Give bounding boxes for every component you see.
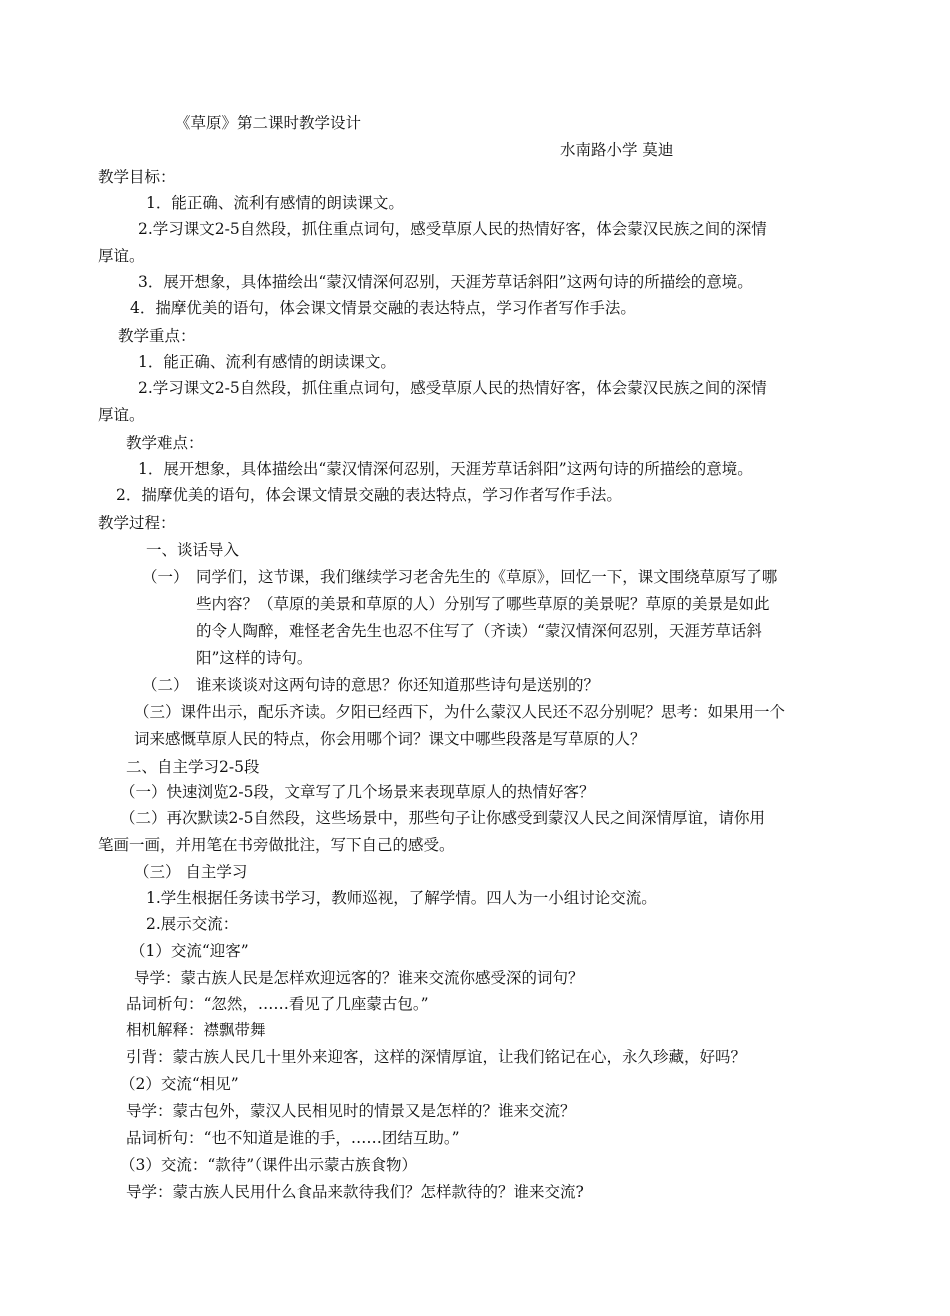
key-item-2: 2.学习课文2-5自然段，抓住重点词句，感受草原人民的热情好客，体会蒙汉民族之间的深情 xyxy=(138,379,767,397)
section-2-3: （三） 自主学习 xyxy=(134,863,248,881)
exchange-2-guide: 导学：蒙古包外，蒙汉人民相见时的情景又是怎样的？谁来交流？ xyxy=(126,1102,576,1120)
key-item-1: 1．能正确、流利有感情的朗读课文。 xyxy=(138,353,396,371)
section-1-1-marker: （一） xyxy=(142,568,189,586)
section-2-1: （一）快速浏览2-5段，文章写了几个场景来表现草原人的热情好客？ xyxy=(120,783,595,801)
goal-item-2: 2.学习课文2-5自然段，抓住重点词句，感受草原人民的热情好客，体会蒙汉民族之间的深情 xyxy=(138,220,767,238)
goal-item-1: 1．能正确、流利有感情的朗读课文。 xyxy=(146,194,404,212)
section-1-3-line-2: 词来感慨草原人民的特点，你会用哪个词？课文中哪些段落是写草原的人？ xyxy=(134,730,646,748)
section-2-3-item-1: 1.学生根据任务读书学习，教师巡视，了解学情。四人为一小组讨论交流。 xyxy=(146,889,657,907)
exchange-3-guide: 导学：蒙古族人民用什么食品来款待我们？怎样款待的？谁来交流? xyxy=(126,1183,584,1201)
section-2-3-item-2: 2.展示交流： xyxy=(146,915,239,933)
exchange-3-heading: （3）交流：“款待”（课件出示蒙古族食物） xyxy=(120,1156,417,1174)
section-1-heading: 一、谈话导入 xyxy=(146,541,240,559)
goal-item-4: 4．揣摩优美的语句，体会课文情景交融的表达特点，学习作者写作手法。 xyxy=(130,299,636,317)
section-1-1-line-2: 些内容？（草原的美景和草原的人）分别写了哪些草原的美景呢？草原的美景是如此 xyxy=(196,595,770,613)
key-item-2-cont: 厚谊。 xyxy=(98,406,145,424)
process-heading: 教学过程： xyxy=(98,514,176,532)
document-title: 《草原》第二课时教学设计 xyxy=(175,114,362,132)
exchange-1-explanation: 相机解释：襟飘带舞 xyxy=(126,1021,266,1039)
difficulty-item-1: 1．展开想象，具体描绘出“蒙汉情深何忍别，天涯芳草话斜阳”这两句诗的所描绘的意境。 xyxy=(138,460,753,478)
section-2-2-cont: 笔画一画，并用笔在书旁做批注，写下自己的感受。 xyxy=(98,836,455,854)
section-1-1-line-1: 同学们，这节课，我们继续学习老舍先生的《草原》，回忆一下，课文围绕草原写了哪 xyxy=(196,568,778,586)
section-1-1-line-4: 阳”这样的诗句。 xyxy=(196,649,313,667)
exchange-1-recite: 引背：蒙古族人民几十里外来迎客，这样的深情厚谊，让我们铭记在心，永久珍藏，好吗？ xyxy=(126,1048,747,1066)
key-points-heading: 教学重点： xyxy=(118,327,196,345)
author-line: 水南路小学 莫迪 xyxy=(560,141,674,159)
exchange-1-heading: （1）交流“迎客” xyxy=(130,942,249,960)
difficulty-item-2: 2．揣摩优美的语句，体会课文情景交融的表达特点，学习作者写作手法。 xyxy=(116,486,622,504)
exchange-1-guide: 导学：蒙古族人民是怎样欢迎远客的？谁来交流你感受深的词句？ xyxy=(134,969,584,987)
difficulties-heading: 教学难点： xyxy=(126,434,204,452)
goal-item-2-cont: 厚谊。 xyxy=(98,247,145,265)
exchange-2-heading: （2）交流“相见” xyxy=(120,1075,239,1093)
goals-heading: 教学目标： xyxy=(98,168,176,186)
goal-item-3: 3．展开想象，具体描绘出“蒙汉情深何忍别，天涯芳草话斜阳”这两句诗的所描绘的意境。 xyxy=(138,273,753,291)
section-1-2-line-1: 谁来谈谈对这两句诗的意思？你还知道那些诗句是送别的？ xyxy=(196,676,600,694)
section-2-heading: 二、自主学习2-5段 xyxy=(126,758,260,776)
section-1-3-line-1: （三）课件出示，配乐齐读。夕阳已经西下，为什么蒙汉人民还不忍分别呢？思考：如果用一个 xyxy=(134,703,786,721)
exchange-2-word-analysis: 品词析句：“也不知道是谁的手，……团结互助。” xyxy=(126,1129,460,1147)
section-2-2: （二）再次默读2-5自然段，这些场景中，那些句子让你感受到蒙汉人民之间深情厚谊，请你用 xyxy=(120,809,765,827)
exchange-1-word-analysis: 品词析句：“忽然，……看见了几座蒙古包。” xyxy=(126,995,429,1013)
section-1-2-marker: （二） xyxy=(142,676,189,694)
section-1-1-line-3: 的令人陶醉，难怪老舍先生也忍不住写了（齐读）“蒙汉情深何忍别，天涯芳草话斜 xyxy=(196,622,762,640)
